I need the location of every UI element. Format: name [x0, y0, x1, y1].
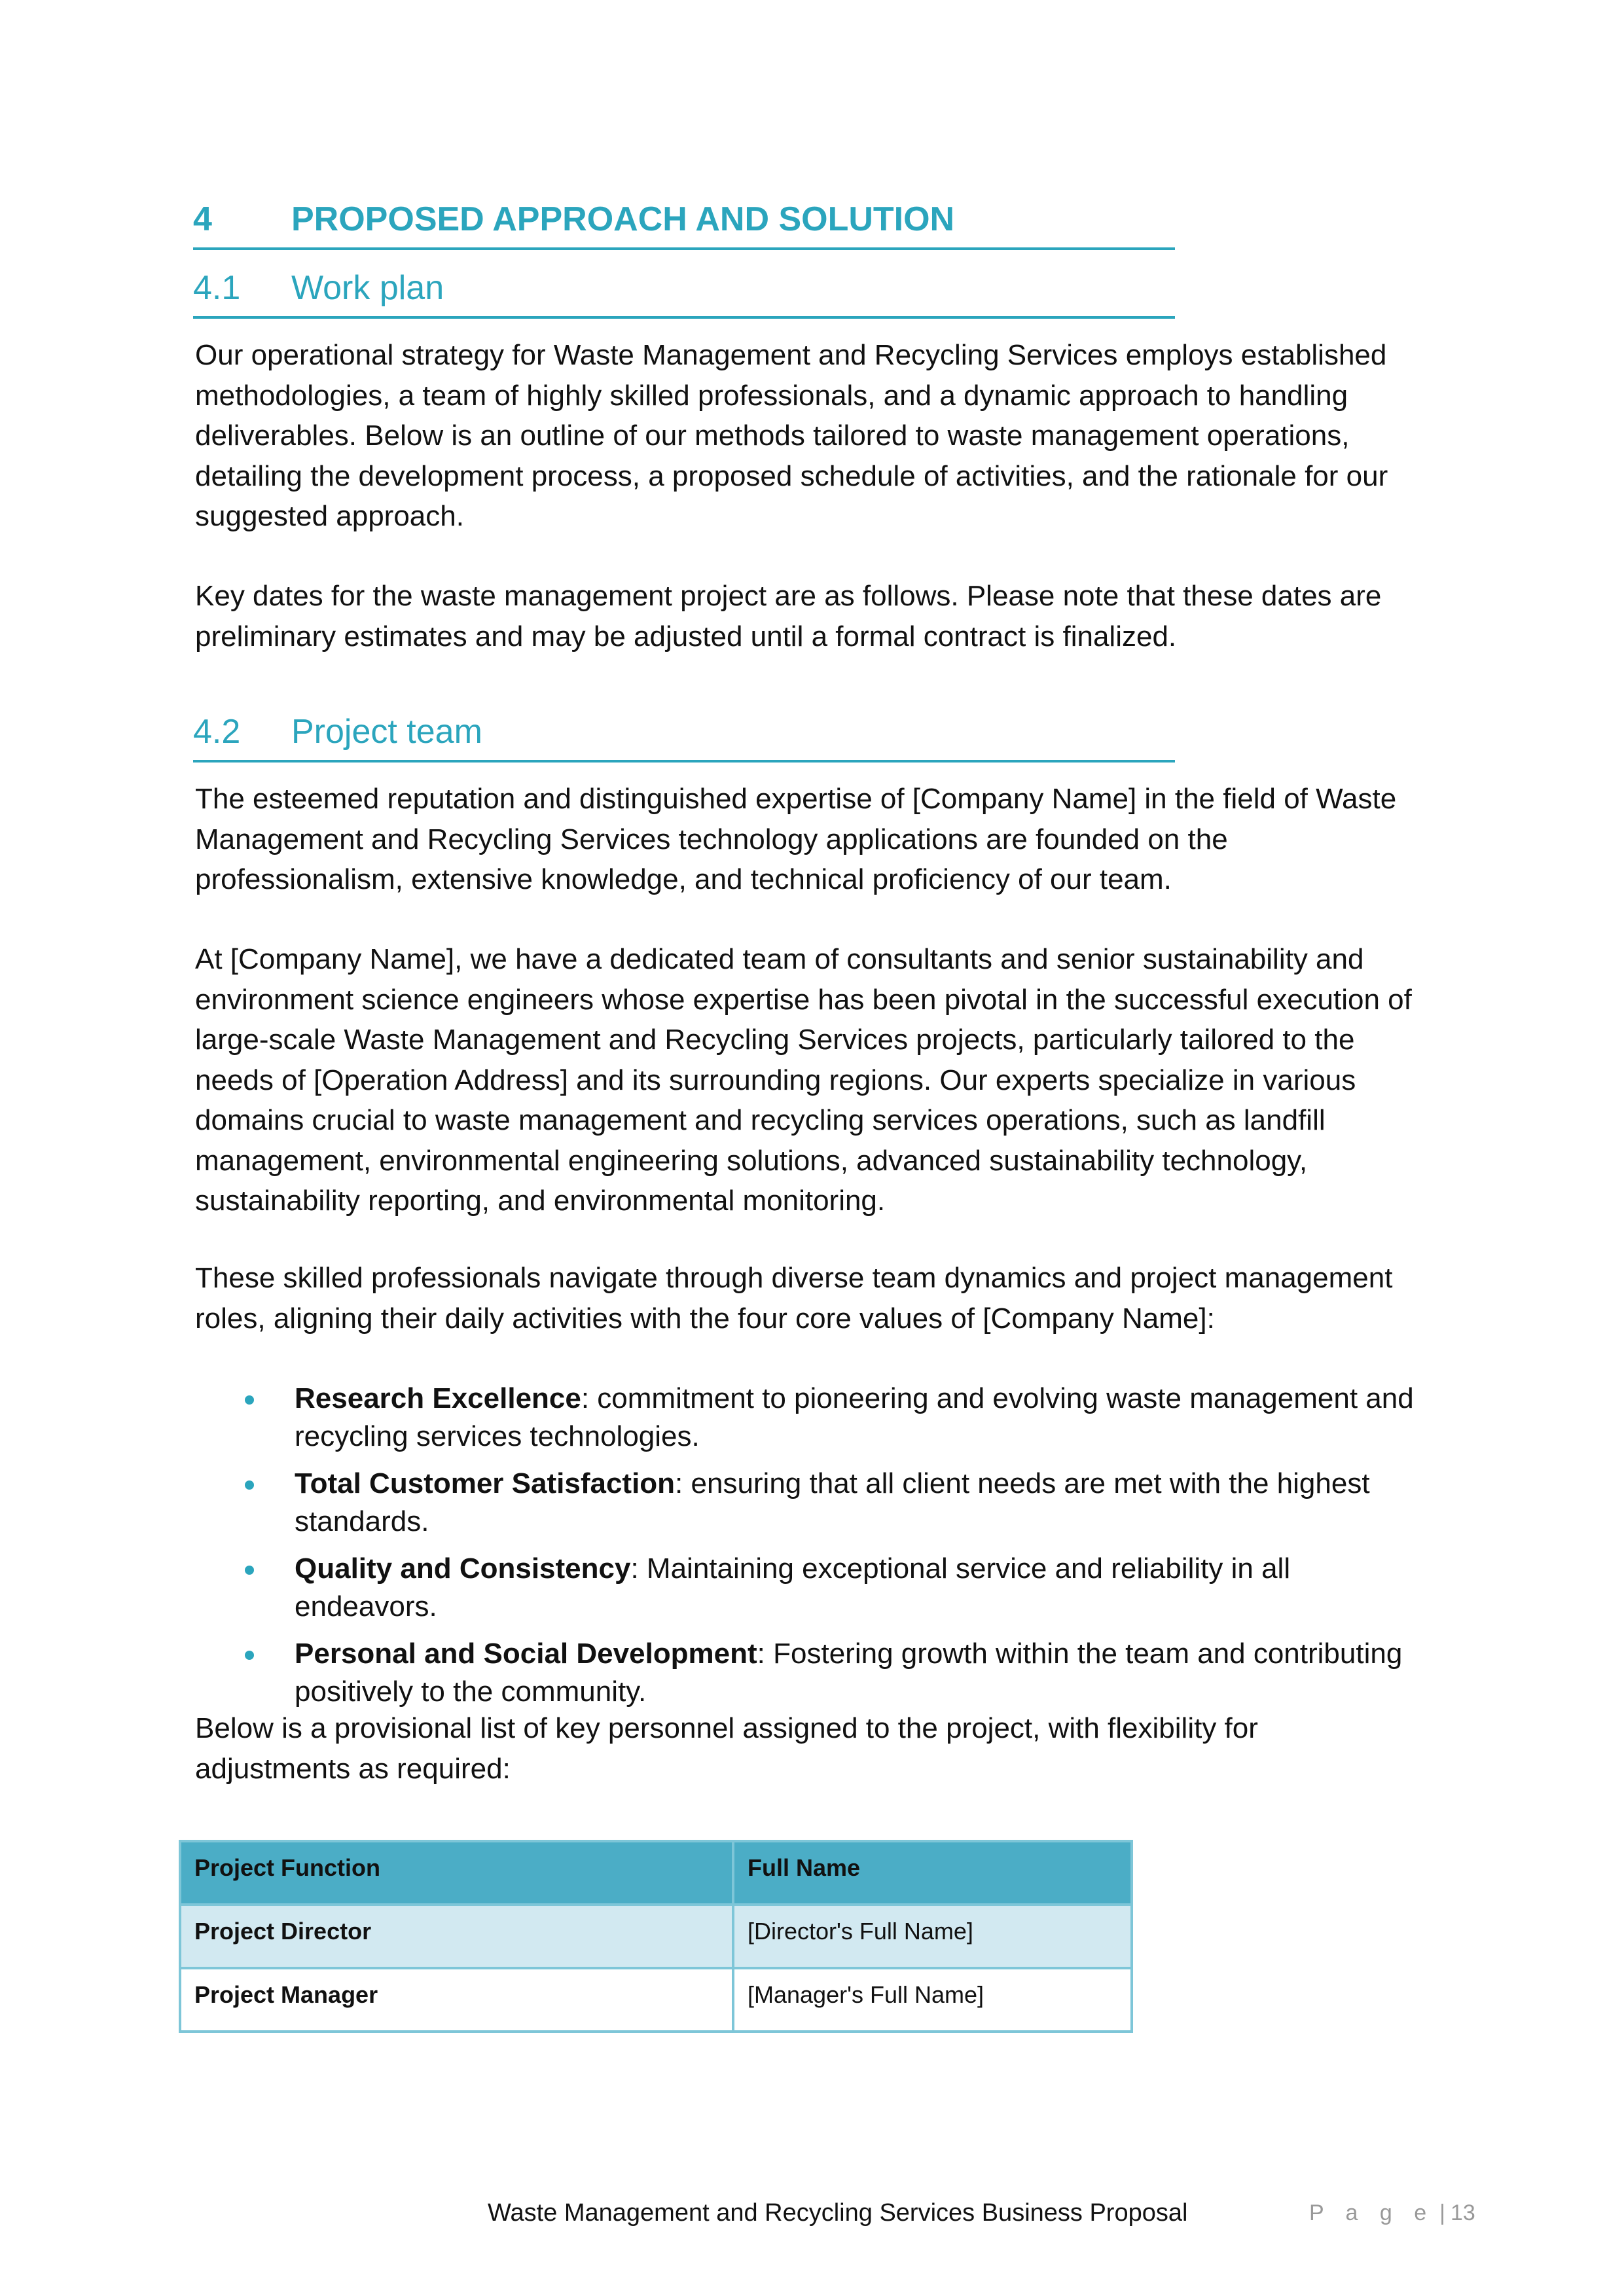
value-description: : Maintaining exceptional service and reliability in all endeavors. [295, 1552, 1291, 1623]
list-item [195, 1465, 1426, 1541]
table-row [180, 1968, 1132, 2032]
value-description: : Fostering growth within the team and contributing positively to the community. [295, 1638, 1403, 1708]
personnel-table [179, 1840, 1133, 2033]
project-team-paragraph-1: The esteemed reputation and distinguished expertise of [Company Name] in the field of Waste Management and Recycling Services technology applications are founded on the professionalism, extensive knowledge, and technical proficiency of our team. [195, 783, 1397, 895]
section-heading [193, 196, 1175, 250]
project-team-title: Project team [291, 713, 482, 751]
bullet-icon [245, 1566, 254, 1575]
list-item [195, 1550, 1426, 1626]
value-term: Research Excellence [295, 1382, 581, 1414]
page-label: P a g e [1309, 2200, 1435, 2225]
column-header: Full Name [733, 1841, 1132, 1905]
page-separator: | [1439, 2200, 1445, 2225]
list-item [195, 1635, 1426, 1711]
work-plan-paragraph-1: Our operational strategy for Waste Management and Recycling Services employs established methodologies, a team of highly skilled professionals, and a dynamic approach to handling deliverables. Below is an outline of our methods tailored to waste management operations, detailing the development process, a proposed schedule of activities, and the rationale for our suggested approach. [195, 339, 1388, 532]
work-plan-title: Work plan [291, 269, 444, 307]
list-item [195, 1380, 1426, 1456]
project-team-number: 4.2 [193, 713, 241, 751]
table-header-row [180, 1841, 1132, 1905]
personnel-intro-paragraph: Below is a provisional list of key personnel assigned to the project, with flexibility for adjustments as required: [195, 1712, 1258, 1785]
work-plan-paragraph-2: Key dates for the waste management project are as follows. Please note that these dates are preliminary estimates and may be adjusted until a formal contract is finalized. [195, 580, 1382, 653]
footer-title: Waste Management and Recycling Services Business Proposal [488, 2199, 1188, 2227]
value-description: : commitment to pioneering and evolving waste management and recycling services technologies. [295, 1382, 1414, 1452]
bullet-icon [245, 1651, 254, 1660]
bullet-icon [245, 1480, 254, 1490]
table-row [180, 1905, 1132, 1968]
page-number: 13 [1450, 2200, 1475, 2225]
core-values-list [195, 1380, 1426, 1720]
column-header: Project Function [180, 1841, 733, 1905]
table-cell-function: Project Director [180, 1905, 733, 1968]
project-team-heading [193, 709, 1175, 762]
section-number: 4 [193, 200, 212, 238]
value-term: Quality and Consistency [295, 1552, 631, 1585]
project-team-paragraph-3: These skilled professionals navigate through diverse team dynamics and project management roles, aligning their daily activities with the four core values of [Company Name]: [195, 1262, 1393, 1335]
value-term: Personal and Social Development [295, 1638, 757, 1670]
table-cell-name: [Director's Full Name] [733, 1905, 1132, 1968]
table-cell-function: Project Manager [180, 1968, 733, 2032]
bullet-icon [245, 1395, 254, 1405]
work-plan-number: 4.1 [193, 269, 241, 307]
footer-page-number [1309, 2200, 1475, 2226]
value-term: Total Customer Satisfaction [295, 1467, 676, 1499]
section-title: PROPOSED APPROACH AND SOLUTION [291, 200, 955, 238]
value-description: : ensuring that all client needs are met with the highest standards. [295, 1467, 1370, 1537]
table-cell-name: [Manager's Full Name] [733, 1968, 1132, 2032]
work-plan-heading [193, 265, 1175, 319]
project-team-paragraph-2: At [Company Name], we have a dedicated team of consultants and senior sustainability and environment science engineers whose expertise has been pivotal in the successful execution of large-scale Waste Management and Recycling Services projects, particularly tailored to the needs of [Operation Address] and its surrounding regions. Our experts specialize in various domains crucial to waste management and recycling services operations, such as landfill management, environmental engineering solutions, advanced sustainability technology, sustainability reporting, and environmental monitoring. [195, 943, 1412, 1217]
